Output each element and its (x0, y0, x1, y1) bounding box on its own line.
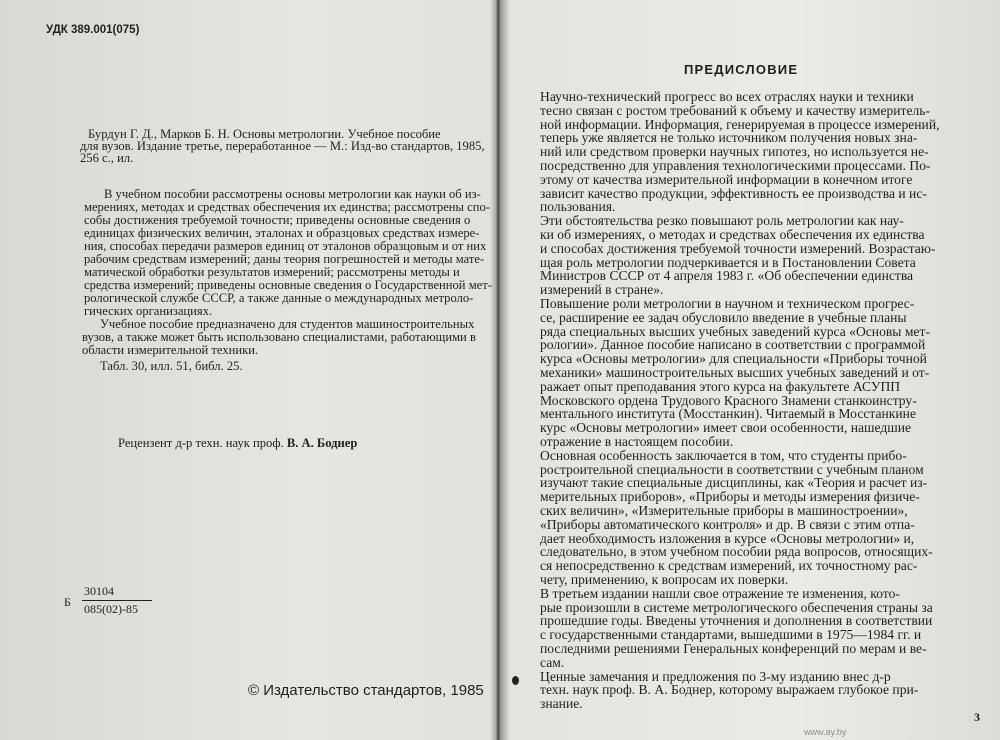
preface-line: ментального института (Мосстанкин). Читаемый в Мосстанкине (540, 406, 916, 422)
bibliographic-line-3: 256 с., ил. (80, 151, 134, 165)
abstract-line: рабочим средствам измерений; даны теория погрешностей и методы мате- (84, 252, 485, 266)
preface-line: и способах достижения требуемой точности измерений. Возрастаю- (540, 240, 936, 256)
preface-line: Московского ордена Трудового Красного Знамени станкоинстру- (540, 392, 917, 408)
preface-line: дает необходимость изложения в курсе «Основы метрологии» и, (540, 530, 915, 546)
udc-code: УДК 389.001(075) (46, 24, 140, 36)
preface-line: мерительных приборов», «Приборы и методы измерения физиче- (540, 489, 920, 505)
page-number: 3 (974, 710, 980, 724)
preface-line: чету, применению, к вопросам их поверки. (540, 572, 789, 587)
publisher-copyright: © Издательство стандартов, 1985 (248, 682, 484, 699)
preface-line: измерений в стране». (540, 282, 664, 298)
preface-line: се, расширение ее задач обусловило введение в учебные планы (540, 309, 907, 325)
abstract-line: собы достижения требуемой точности; приведены основные сведения о (84, 213, 471, 227)
preface-line: механики» машиностроительных высших учебных заведений и от- (540, 365, 930, 380)
reviewer-line (118, 437, 357, 450)
preface-line: техн. наук проф. В. А. Боднер, которому выражаем глубокое при- (540, 682, 919, 698)
preface-line: прошедшие годы. Введены уточнения и дополнения в соответствии (540, 613, 933, 629)
preface-line: ростроительной специальности в соответствии с учебным планом (540, 461, 924, 477)
preface-line: тесно связан с ростом требований к объему и качеству измеритель- (540, 102, 931, 118)
preface-line: отражение в настоящем пособии. (540, 434, 734, 449)
code-top: 30104 (84, 584, 114, 598)
preface-line: Ценные замечания и предложения по 3-му изданию внес д-р (540, 668, 891, 684)
abstract-line: В учебном пособии рассмотрены основы метрологии как науки об из- (104, 187, 481, 201)
right-page (504, 0, 1000, 740)
preface-line: ся непосредственно к средствам измерений, их точностному рас- (540, 558, 918, 574)
abstract-line: матической обработки результатов измерений; рассмотрены методы и (84, 265, 460, 279)
reviewer-name: В. А. Боднер (286, 436, 358, 450)
preface-line: Основная особенность заключается в том, что студенты прибо- (540, 447, 907, 463)
reviewer-prefix: Рецензент д-р техн. наук проф. (118, 436, 287, 450)
preface-line: рые произошли в системе метрологического обеспечения страны за (540, 599, 933, 615)
preface-line: рологии». Данное пособие написано в соответствии с программой (540, 337, 926, 353)
preface-line: ки об измерениях, о методах и средствах обеспечения их единства (540, 227, 925, 242)
abstract-line: мерениях, методах и средствах обеспечения их единства; рассмотрены спо- (84, 200, 490, 214)
preface-line: Эти обстоятельства резко повышают роль метрологии как нау- (540, 213, 904, 229)
preface-line: с государственными стандартами, вышедшими в 1975—1984 гг. и (540, 627, 922, 643)
preface-line: зависит качество продукции, эффективность ее производства и ис- (540, 185, 927, 201)
preface-line: Научно-технический прогресс во всех отраслях науки и техники (540, 89, 914, 104)
purpose-line: вузов, а также может быть использовано специалистами, работающими в (82, 330, 476, 344)
bibliographic-line-2: для вузов. Издание третье, переработанное — М.: Изд-во стандартов, 1985, (80, 139, 485, 153)
preface-line: Повышение роли метрологии в научном и техническом прогрес- (540, 296, 915, 311)
preface-line: изучают такие специальные дисциплины, как «Теория и расчет из- (540, 475, 928, 491)
preface-line: курса «Основы метрологии» для специальности «Приборы точной (540, 351, 927, 367)
preface-line: ских величин», «Измерительные приборы в машиностроении», (540, 503, 908, 518)
preface-heading: ПРЕДИСЛОВИЕ (684, 62, 799, 77)
preface-line: ражает опыт преподавания этого курса на факультете АСУПП (540, 378, 901, 394)
preface-line: сам. (540, 654, 565, 670)
preface-line: следовательно, в этом учебном пособии ряда вопросов, относящих- (540, 544, 933, 560)
preface-line: щая роль метрологии подчеркивается и в Постановлении Совета (540, 254, 916, 270)
preface-line: пользования. (540, 199, 616, 215)
preface-line: ной информации. Информация, генерируемая в процессе измерений, (540, 116, 940, 132)
code-divider (82, 600, 152, 601)
preface-line: посредственно для управления технологическими процессами. По- (540, 158, 931, 173)
preface-line: В третьем издании нашли свое отражение те изменения, кото- (540, 585, 900, 601)
preface-line: теперь уже является не только источником получения новых зна- (540, 130, 918, 146)
abstract-line: рологической службе СССР, а также данные о международных метроло- (84, 291, 474, 305)
abstract-line: гических организациях. (84, 304, 213, 318)
preface-line: знание. (540, 696, 583, 712)
purpose-line: Учебное пособие предназначено для студентов машиностроительных (100, 317, 475, 331)
purpose-line: области измерительной техники. (82, 343, 259, 357)
preface-line: курс «Основы метрологии» имеет свои особенности, нашедшие (540, 420, 912, 436)
abstract-line: средства измерений; приведены основные сведения о Государственной мет- (84, 278, 492, 292)
preface-line: этому от качества измерительной информации в конечном итоге (540, 171, 913, 187)
preface-line: последними решениями Генеральных конференций по мерам и ве- (540, 641, 927, 656)
tables-figures-count: Табл. 30, илл. 51, библ. 25. (100, 359, 243, 373)
code-bottom: 085(02)-85 (84, 602, 138, 616)
preface-line: «Приборы автоматического контроля» и др. В связи с этим отпа- (540, 516, 915, 532)
abstract-line: единицах физических величин, эталонах и образцовых средствах измере- (84, 226, 480, 240)
preface-line: ний или средством проверки научных гипотез, но используется не- (540, 144, 929, 160)
watermark: www.ay.by (804, 727, 847, 737)
ink-mark (512, 676, 519, 685)
left-page (0, 0, 496, 740)
code-letter: Б (64, 595, 71, 609)
preface-line: ряда специальных высших учебных заведений курса «Основы мет- (540, 323, 930, 339)
preface-line: Министров СССР от 4 апреля 1983 г. «Об обеспечении единства (540, 268, 914, 284)
abstract-line: ния, способах передачи размеров единиц от эталонов образцовым и от них (84, 239, 487, 253)
bibliographic-line-1: Бурдун Г. Д., Марков Б. Н. Основы метрологии. Учебное пособие (88, 127, 441, 141)
